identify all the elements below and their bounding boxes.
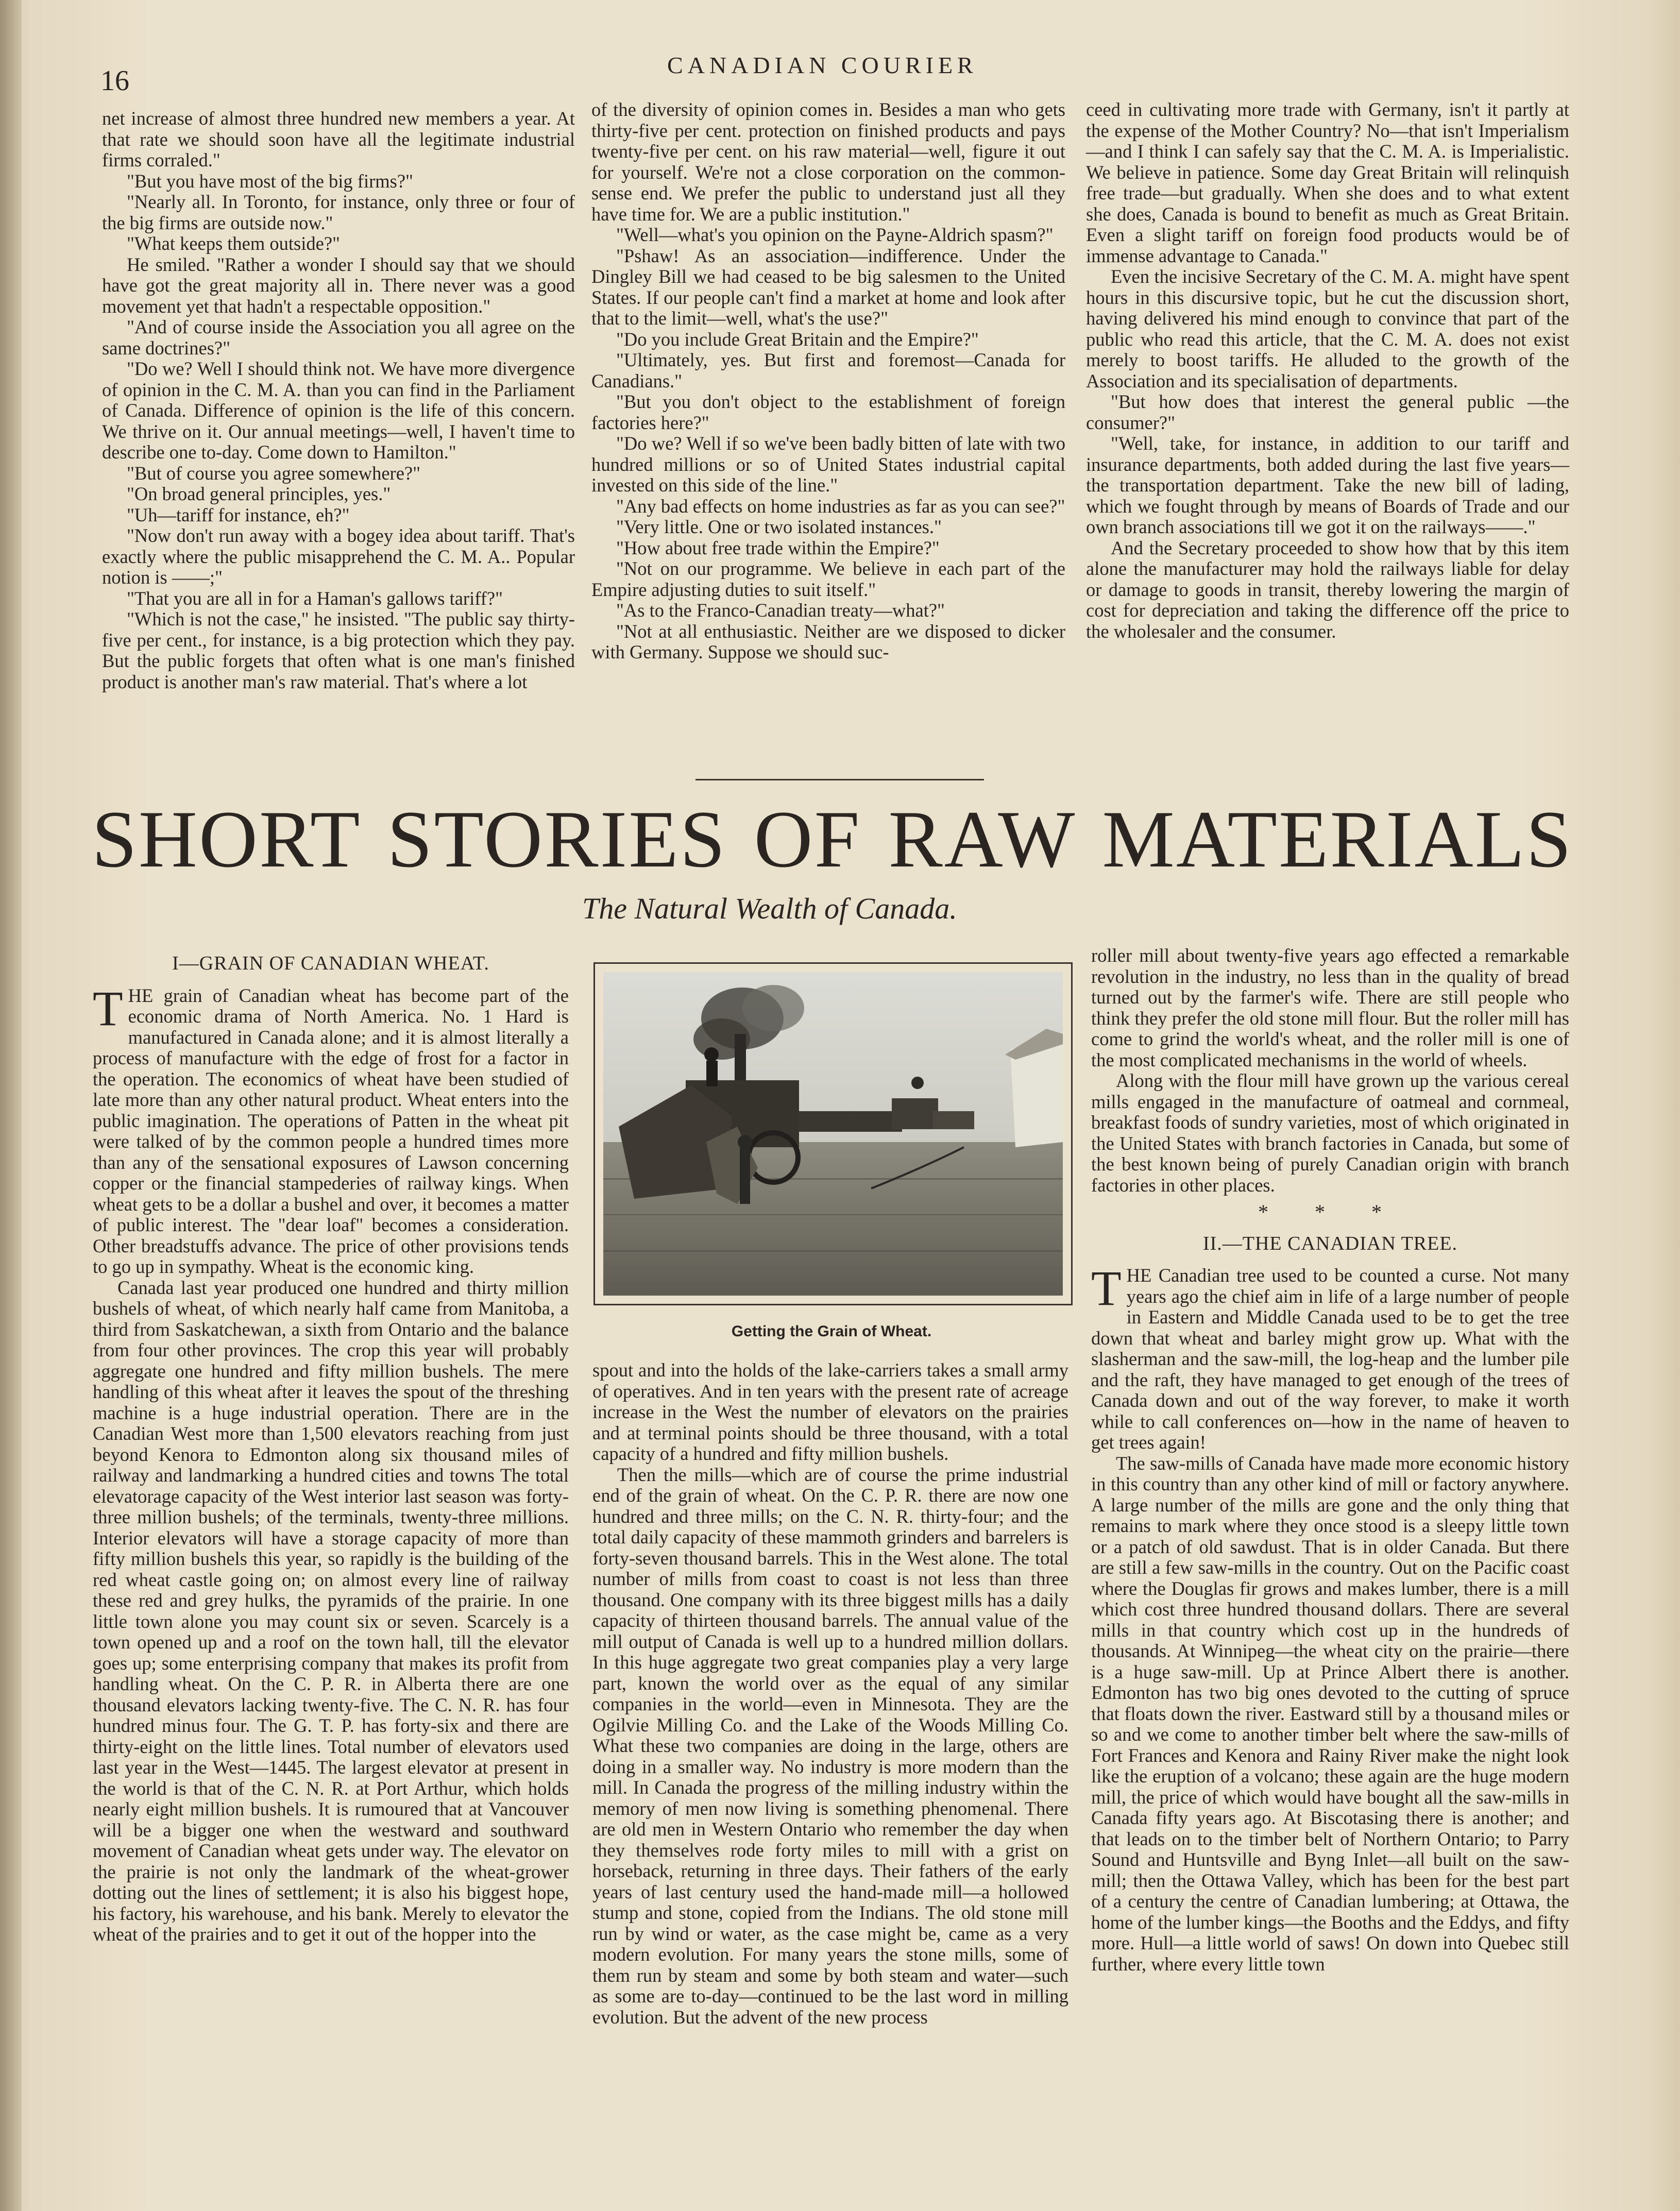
- paragraph: "Nearly all. In Toronto, for instance, only three or four of the big firms are outside now.": [102, 191, 575, 233]
- paragraph: Even the incisive Secretary of the C. M. A. might have spent hours in this discursive topic, but he cut the discussion short, having delivered his mind enough to convince that part of the public who read this article, that the C. M. A. does not exist merely to boost tariffs. He alluded to the growth of the Association and its specialisation of departments.: [1086, 266, 1569, 392]
- photo-caption: Getting the Grain of Wheat.: [731, 1323, 932, 1340]
- paragraph: "Very little. One or two isolated instances.": [616, 516, 942, 537]
- paragraph: "How about free trade within the Empire?": [616, 537, 940, 558]
- paragraph: "What keeps them outside?": [127, 233, 340, 254]
- lead-paragraph: [1091, 1261, 1569, 1453]
- article-column-1: [93, 953, 569, 2117]
- section-heading-wheat: I—GRAIN OF CANADIAN WHEAT.: [172, 953, 489, 974]
- interview-column-1: [102, 108, 575, 760]
- paragraph: of the diversity of opinion comes in. Besides a man who gets thirty-five per cent. protection on finished products and pays twenty-five per cent. on his raw material—well, figure it out for yourself. We're not a close corporation on the common-sense end. We prefer the public to understand just all they have time for. We are a public institution.": [591, 99, 1065, 225]
- paragraph: Canada last year produced one hundred and thirty million bushels of wheat, of which nearly half came from Manitoba, a third from Saskatchewan, a sixth from Ontario and the balance from four other provinces. The crop this year will probably aggregate one hundred and fifty million bushels. The mere handling of this wheat after it leaves the spout of the threshing machine is a huge industrial operation. There are in the Canadian West more than 1,500 elevators reaching from just beyond Kenora to Edmonton along six thousand miles of railway and landmarking a hundred cities and towns The total elevatorage capacity of the West interior last season was forty-three million bushels; of the terminals, twenty-three millions. Interior elevators will have a storage capacity of more than fifty million bushels this year, so rapidly is the building of the red wheat castle going on; on almost every line of railway these red and grey hulks, the pyramids of the prairie. In one little town alone you may count six or seven. Scarcely is a town opened up and a roof on the town hall, till the elevator goes up; some enterprising company that makes its profit from handling wheat. On the C. P. R. in Alberta there are one thousand elevators lacking twenty-five. The C. N. R. has four hundred minus four. The G. T. P. has forty-six and there are thirty-eight on the little lines. Total number of elevators used last year in the West—1445. The largest elevator at present in the world is that of the C. N. R. at Port Arthur, which holds nearly eight million bushels. It is rumoured that at Vancouver will be a bigger one when the westward and southward movement of Canadian wheat gets under way. The elevator on the prairie is not only the landmark of the wheat-grower dotting out the lines of settlement; it is also his biggest hope, his factory, his warehouse, and his bank. Merely to elevator the wheat of the prairies and to get it out of the hopper into the: [93, 1277, 569, 1945]
- article-subtitle: The Natural Wealth of Canada.: [582, 892, 957, 925]
- article-headline: SHORT STORIES OF RAW MATERIALS: [92, 794, 1573, 885]
- paragraph: "Not at all enthusiastic. Neither are we disposed to dicker with Germany. Suppose we should suc-: [591, 620, 1065, 662]
- photo-frame: [593, 962, 1073, 1305]
- paragraph: "Uh—tariff for instance, eh?": [127, 504, 350, 525]
- lead-text: HE grain of Canadian wheat has become part of the economic drama of North America. No. 1 Hard is manufactured in Canada alone; and it is almost literally a process of manufacture with the edge of frost for a factor in the operation. The economics of wheat have been studied of late more than any other natural product. Wheat enters into the public imagination. The operations of Patten in the wheat pit were talked of by the common people a hundred times more than any of the sensational exposures of Lawson concerning copper or the financial stampederies of railway kings. When wheat gets to be a dollar a bushel and over, it becomes a matter of public interest. The "dear loaf" becomes a consideration. Other breadstuffs advance. The price of other provisions tends to go up in sympathy. Wheat is the economic king.: [93, 984, 569, 1277]
- paragraph: Along with the flour mill have grown up the various cereal mills engaged in the manufacture of oatmeal and cornmeal, breakfast foods of sundry varieties, most of which originated in the United States with branch factories in Canada, but some of the best known being of purely Canadian origin with branch factories in other places.: [1091, 1070, 1569, 1196]
- paragraph: "That you are all in for a Haman's gallows tariff?": [127, 587, 503, 609]
- drop-cap: T: [93, 980, 123, 1036]
- paragraph: Then the mills—which are of course the prime industrial end of the grain of wheat. On the C. P. R. there are now one hundred and three mills; on the C. N. R. thirty-four; and the total daily capacity of these mammoth grinders and barrelers is forty-seven thousand barrels. This in the West alone. The total number of mills from coast to coast is not less than three thousand. One company with its three biggest mills has a daily capacity of thirteen thousand barrels. The annual value of the mill output of Canada is well up to a hundred million dollars. In this huge aggregate two great companies play a very large part, known the world over as the equal of any similar companies in the world—even in Minnesota. They are the Ogilvie Milling Co. and the Lake of the Woods Milling Co. What these two companies are doing in the large, others are doing in a smaller way. No industry is more modern than the mill. In Canada the progress of the milling industry within the memory of men now living is something phenomenal. There are old men in Western Ontario who remember the day when they themselves rode forty miles to mill with a grist on horseback, returning in three days. Their fathers of the early years of last century used the hand-made mill—a hollowed stump and stone, copied from the Indians. The old stone mill run by wind or water, as the case might be, came as a very modern evolution. For many years the stone mills, some of them run by steam and some by both steam and water—such as some are to-day—continued to be the last word in milling evolution. But the advent of the new process: [592, 1464, 1068, 2028]
- threshing-scene-image: [603, 972, 1063, 1296]
- paragraph: "Well—what's you opinion on the Payne-Aldrich spasm?": [616, 224, 1054, 245]
- paragraph: ceed in cultivating more trade with Germany, isn't it partly at the expense of the Mother Country? No—that isn't Imperialism—and I think I can safely say that the C. M. A. is Imperialistic. We believe in patience. Some day Great Britain will relinquish free trade—but gradually. When she does and to what extent she does, Canada is bound to benefit as much as Great Britain. Even a slight tariff on foreign food products would be of immense advantage to Canada.": [1086, 99, 1569, 266]
- paragraph: "Not on our programme. We believe in each part of the Empire adjusting duties to suit itself.": [591, 558, 1065, 600]
- section-divider: [695, 779, 984, 780]
- paragraph: "Do we? Well if so we've been badly bitten of late with two hundred millions or so of United States industrial capital invested on this side of the line.": [591, 433, 1065, 496]
- paragraph: "But of course you agree somewhere?": [127, 462, 420, 484]
- section-heading-tree: II.—THE CANADIAN TREE.: [1202, 1232, 1458, 1254]
- binding-gutter: [0, 0, 22, 2211]
- drop-cap: T: [1091, 1261, 1122, 1316]
- paragraph: spout and into the holds of the lake-carriers takes a small army of operatives. And in ten years with the present rate of acreage increase in the West the number of elevators on the prairies and at terminal points should be three thousand, with a total capacity of a hundred and fifty million bushels.: [592, 1359, 1068, 1464]
- paragraph: roller mill about twenty-five years ago effected a remarkable revolution in the industry, no less than in the quality of bread turned out by the farmer's wife. There are still people who think they prefer the old stone mill flour. But the roller mill has come to grind the world's wheat, and the roller mill is one of the most complicated mechanisms in the world of wheels.: [1091, 945, 1569, 1070]
- paragraph: "But you don't object to the establishment of foreign factories here?": [591, 391, 1065, 433]
- paragraph: "But how does that interest the general public —the consumer?": [1086, 391, 1569, 433]
- paragraph: "Any bad effects on home industries as far as you can see?": [616, 495, 1065, 517]
- paragraph: He smiled. "Rather a wonder I should say that we should have got the great majority all in. There never was a good movement yet that hadn't a respectable opposition.": [102, 253, 575, 317]
- lead-text: HE Canadian tree used to be counted a curse. Not many years ago the chief aim in life of a large number of people in Eastern and Middle Canada used to be to get the tree down that wheat and barley might grow up. What with the slasherman and the saw-mill, the log-heap and the lumber pile and the raft, they have managed to get enough of the trees of Canada down and out of the way forever, to make it worth while to call conferences on—how in the name of heaven to get trees again!: [1091, 1265, 1569, 1453]
- paragraph: "And of course inside the Association you all agree on the same doctrines?": [102, 316, 575, 359]
- paragraph: "But you have most of the big firms?": [127, 170, 413, 192]
- paragraph: The saw-mills of Canada have made more economic history in this country than any other kind of mill or factory anywhere. A large number of the mills are gone and the only thing that remains to mark where they once stood is a sleepy little town or a patch of old sawdust. That is in older Canada. But there are still a few saw-mills in the country. Out on the Pacific coast where the Douglas fir grows and makes lumber, there is a mill which cost three hundred thousand dollars. There are several mills in that country which cost up in the hundreds of thousands. At Winnipeg—the wheat city on the prairie—there is a huge saw-mill. Up at Prince Albert there is another. Edmonton has two big ones devoted to the cutting of spruce that floats down the river. Eastward still by a thousand miles or so and we come to another timber belt where the saw-mills of Fort Frances and Kenora and Rainy River make the night look like the eruption of a volcano; these again are the huge modern mill, the price of which would have bought all the saw-mills in Canada fifty years ago. At Biscotasing there is another; and that leads on to the timber belt of Northern Ontario; to Parry Sound and Huntsville and Byng Inlet—all built on the saw-mill; then the Ottawa Valley, which has been for the best part of a century the centre of Canadian lumbering; at Ottawa, the home of the lumber kings—the Booths and the Eddys, and fifty more. Hull—a little world of saws! On down into Quebec still further, where every little town: [1091, 1452, 1569, 1975]
- threshing-photo: [603, 972, 1063, 1296]
- interview-column-2: [591, 99, 1065, 761]
- paragraph: net increase of almost three hundred new members a year. At that rate we should soon have all the legitimate industrial firms corraled.": [102, 108, 575, 171]
- paragraph: And the Secretary proceeded to show how that by this item alone the manufacturer may hold the railways liable for delay or damage to goods in transit, thereby lowering the margin of cost for depreciation and taking the difference off the price to the wholesaler and the consumer.: [1086, 537, 1569, 642]
- article-column-2: [592, 1360, 1068, 2117]
- lead-paragraph: [93, 980, 569, 1278]
- paragraph: "As to the Franco-Canadian treaty—what?": [616, 600, 945, 621]
- paragraph: "Do you include Great Britain and the Empire?": [616, 328, 979, 350]
- interview-column-3: [1086, 99, 1569, 751]
- paragraph: "On broad general principles, yes.": [127, 483, 391, 504]
- paragraph: "Pshaw! As an association—indifference. Under the Dingley Bill we had ceased to be big salesmen to the United States. If our people can't find a market at home and look after that to the limit—well, what's the use?": [591, 245, 1065, 329]
- paragraph: "Do we? Well I should think not. We have more divergence of opinion in the C. M. A. than you can find in the Parliament of Canada. Difference of opinion is the life of this concern. We thrive on it. Our annual meetings—well, I haven't time to describe one to-day. Come down to Hamilton.": [102, 358, 575, 463]
- running-head: CANADIAN COURIER: [667, 52, 978, 78]
- paragraph: "Well, take, for instance, in addition to our tariff and insurance departments, both added during the last five years—the transportation department. Take the new bill of lading, which we fought through by means of Boards of Trade and our own branch associations till we got it on the railways——.": [1086, 433, 1569, 537]
- paragraph: "Ultimately, yes. But first and foremost—Canada for Canadians.": [591, 349, 1065, 392]
- article-column-3: [1091, 945, 1569, 2120]
- paragraph: "Which is not the case," he insisted. "The public say thirty-five per cent., for instance, is a big protection which they pay. But the public forgets that often what is one man's finished product is another man's raw material. That's where a lot: [102, 608, 575, 692]
- section-separator: * * *: [1258, 1200, 1402, 1223]
- paragraph: "Now don't run away with a bogey idea about tariff. That's exactly where the public misapprehend the C. M. A.. Popular notion is ——;": [102, 525, 575, 588]
- page-number: 16: [100, 65, 129, 97]
